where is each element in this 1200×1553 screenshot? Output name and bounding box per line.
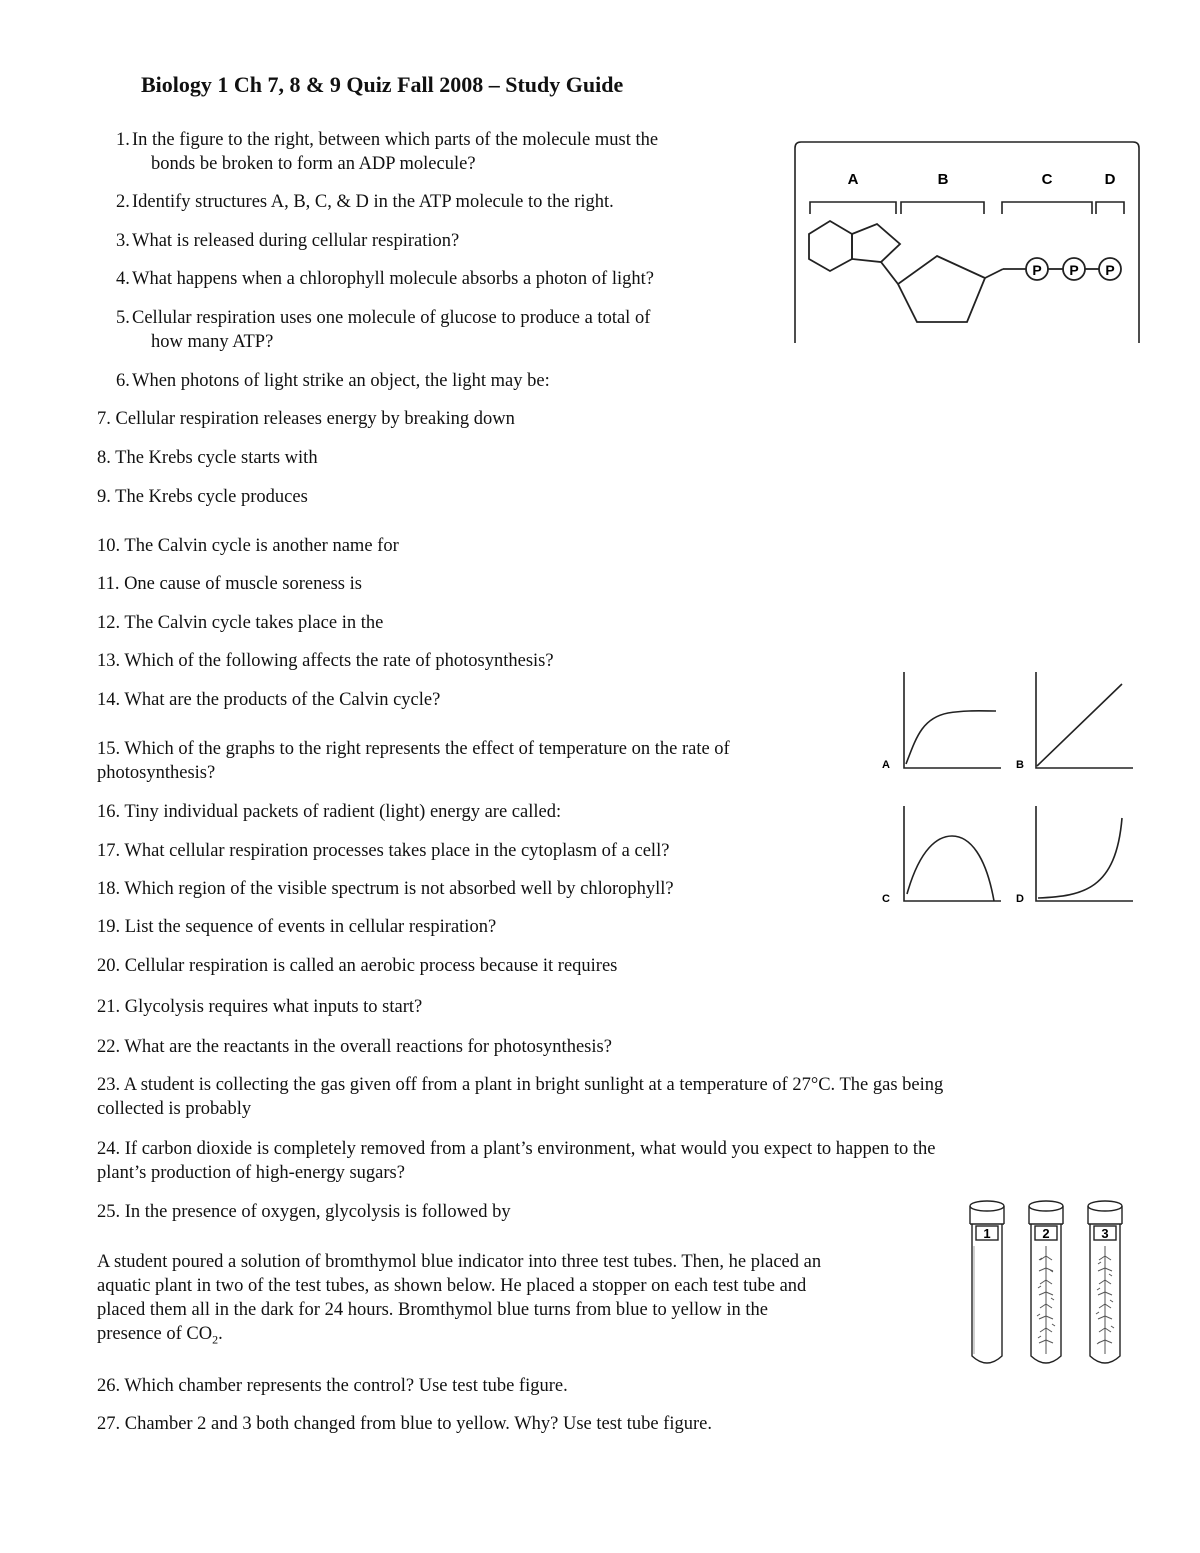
question-number: 6. — [116, 371, 130, 391]
question-number: 5. — [116, 308, 130, 328]
graph-c-axes — [904, 806, 1001, 901]
graph-b-curve — [1037, 684, 1122, 766]
graph-label-c: C — [882, 893, 890, 905]
aquatic-plant-tube-2 — [1037, 1246, 1055, 1354]
question-26: 26. Which chamber represents the control? Use test tube figure. — [97, 1376, 568, 1396]
question-text: Identify structures A, B, C, & D in the ATP molecule to the right. — [132, 192, 614, 212]
question-10: 10. The Calvin cycle is another name for — [97, 536, 399, 556]
question-20: 20. Cellular respiration is called an aerobic process because it requires — [97, 956, 618, 976]
question-7: 7. Cellular respiration releases energy by breaking down — [97, 409, 515, 429]
question-24 — [97, 1137, 935, 1185]
question-3 — [116, 229, 459, 253]
question-22: 22. What are the reactants in the overall reactions for photosynthesis? — [97, 1037, 612, 1057]
question-number: 3. — [116, 231, 130, 251]
question-17: 17. What cellular respiration processes takes place in the cytoplasm of a cell? — [97, 841, 670, 861]
question-13: 13. Which of the following affects the rate of photosynthesis? — [97, 651, 554, 671]
bracket-b — [901, 202, 984, 214]
question-text-continued: plant’s production of high-energy sugars? — [97, 1163, 405, 1183]
question-text: Cellular respiration uses one molecule of glucose to produce a total of — [132, 308, 651, 328]
passage-line: placed them all in the dark for 24 hours. Bromthymol blue turns from blue to yellow in the — [97, 1300, 769, 1320]
question-number: 4. — [116, 269, 130, 289]
test-tube-label-3: 3 — [1101, 1226, 1109, 1241]
question-6 — [116, 369, 550, 393]
test-tube-passage — [97, 1250, 821, 1352]
graph-a-axes — [904, 672, 1001, 768]
graph-label-a: A — [882, 759, 890, 771]
question-23 — [97, 1073, 943, 1121]
bracket-a — [810, 202, 896, 214]
bracket-d — [1096, 202, 1124, 214]
question-8: 8. The Krebs cycle starts with — [97, 448, 318, 468]
question-14: 14. What are the products of the Calvin cycle? — [97, 690, 441, 710]
graph-c-curve — [907, 836, 994, 901]
question-12: 12. The Calvin cycle takes place in the — [97, 613, 384, 633]
atp-label-b: B — [937, 171, 949, 188]
question-4 — [116, 267, 654, 291]
question-1 — [116, 128, 658, 176]
atp-molecule-figure — [790, 138, 1142, 348]
question-text: 15. Which of the graphs to the right represents the effect of temperature on the rate of — [97, 739, 730, 759]
question-19: 19. List the sequence of events in cellular respiration? — [97, 917, 497, 937]
question-text: What happens when a chlorophyll molecule absorbs a photon of light? — [132, 269, 654, 289]
adenine-structure — [809, 221, 1026, 322]
question-27: 27. Chamber 2 and 3 both changed from blue to yellow. Why? Use test tube figure. — [97, 1414, 712, 1434]
question-text: When photons of light strike an object, the light may be: — [132, 371, 550, 391]
atp-label-c: C — [1041, 171, 1053, 188]
question-16: 16. Tiny individual packets of radient (light) energy are called: — [97, 802, 562, 822]
bracket-c — [1002, 202, 1092, 214]
graph-d-curve — [1038, 818, 1122, 898]
aquatic-plant-tube-3 — [1096, 1246, 1114, 1354]
question-text-continued: collected is probably — [97, 1099, 252, 1119]
atp-label-a: A — [847, 171, 859, 188]
question-15 — [97, 737, 730, 785]
question-text: What is released during cellular respiration? — [132, 231, 460, 251]
phosphate-label: P — [1105, 262, 1115, 278]
question-text-continued: photosynthesis? — [97, 763, 216, 783]
question-number: 1. — [116, 130, 130, 150]
question-9: 9. The Krebs cycle produces — [97, 487, 308, 507]
question-number: 2. — [116, 192, 130, 212]
rate-graphs-figure — [878, 668, 1138, 913]
question-5 — [116, 306, 650, 354]
passage-line: presence of CO — [97, 1324, 213, 1344]
test-tube-label-1: 1 — [983, 1226, 991, 1241]
question-text: In the figure to the right, between which parts of the molecule must the — [132, 130, 659, 150]
phosphate-label: P — [1069, 262, 1079, 278]
passage-line: aquatic plant in two of the test tubes, as shown below. He placed a stopper on each test tube and — [97, 1276, 807, 1296]
question-25: 25. In the presence of oxygen, glycolysis is followed by — [97, 1202, 511, 1222]
passage-line: A student poured a solution of bromthymol blue indicator into three test tubes. Then, he placed an — [97, 1252, 822, 1272]
question-18: 18. Which region of the visible spectrum is not absorbed well by chlorophyll? — [97, 879, 674, 899]
test-tubes-figure — [966, 1196, 1128, 1374]
question-text: 23. A student is collecting the gas given off from a plant in bright sunlight at a temperature of 27°C. The gas being — [97, 1075, 944, 1095]
passage-line-end: . — [218, 1324, 223, 1344]
question-2 — [116, 190, 614, 214]
question-text: 24. If carbon dioxide is completely removed from a plant’s environment, what would you expect to happen to the — [97, 1139, 936, 1159]
graph-label-d: D — [1016, 893, 1024, 905]
graph-d-axes — [1036, 806, 1133, 901]
graph-a-curve — [906, 711, 996, 764]
question-11: 11. One cause of muscle soreness is — [97, 574, 362, 594]
page-title: Biology 1 Ch 7, 8 & 9 Quiz Fall 2008 – Study Guide — [141, 72, 624, 97]
question-21: 21. Glycolysis requires what inputs to start? — [97, 997, 423, 1017]
co2-subscript: 2 — [212, 1332, 219, 1347]
question-text-continued: bonds be broken to form an ADP molecule? — [151, 154, 476, 174]
phosphate-label: P — [1032, 262, 1042, 278]
graph-label-b: B — [1016, 759, 1024, 771]
question-text-continued: how many ATP? — [151, 332, 274, 352]
test-tube-label-2: 2 — [1042, 1226, 1050, 1241]
atp-label-d: D — [1104, 171, 1116, 188]
